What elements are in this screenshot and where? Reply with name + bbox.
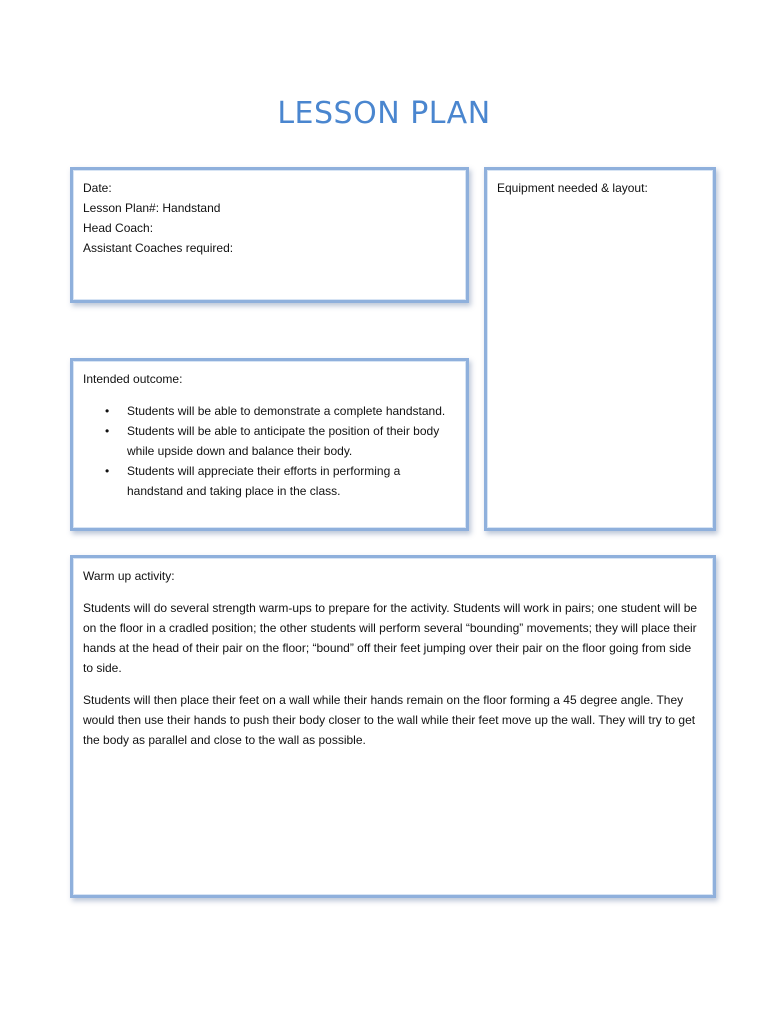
outcome-heading: Intended outcome:: [83, 372, 183, 386]
outcome-item-text: Students will appreciate their efforts in performing a handstand and taking place in the class.: [127, 464, 401, 498]
outcome-list: [83, 401, 456, 501]
list-item: [105, 401, 456, 421]
warm-up-paragraph: Students will do several strength warm-ups to prepare for the activity. Students will work in pairs; one student will be on the floor in a cradled position; the other students will perform several “bounding” movements; they will place their hands at the head of their pair on the floor; “bound” off their feet jumping over their pair on the floor going from side to side.: [83, 601, 698, 675]
outcome-item-text: Students will be able to anticipate the position of their body while upside down and balance their body.: [127, 424, 440, 458]
intended-outcome-box: [70, 358, 469, 531]
assistant-coaches-label: Assistant Coaches required:: [83, 241, 234, 255]
outcome-item-text: Students will be able to demonstrate a complete handstand.: [127, 404, 446, 418]
bullet-icon: •: [105, 464, 110, 478]
head-coach-label: Head Coach:: [83, 221, 154, 235]
bullet-icon: •: [105, 424, 110, 438]
page-title: LESSON PLAN: [277, 96, 491, 131]
list-item: [105, 421, 456, 461]
warm-up-paragraph: Students will then place their feet on a wall while their hands remain on the floor forming a 45 degree angle. They would then use their hands to push their body closer to the wall while their feet move up the wall. They will try to get the body as parallel and close to the wall as possible.: [83, 693, 696, 747]
date-label: Date:: [83, 181, 112, 195]
equipment-box: [484, 167, 716, 531]
warm-up-box: [70, 555, 716, 898]
lesson-info-box: [70, 167, 469, 303]
warm-up-heading: Warm up activity:: [83, 569, 175, 583]
equipment-heading: Equipment needed & layout:: [497, 181, 648, 195]
lesson-plan-label: Lesson Plan#: Handstand: [83, 201, 221, 215]
list-item: [105, 461, 456, 501]
bullet-icon: •: [105, 404, 110, 418]
